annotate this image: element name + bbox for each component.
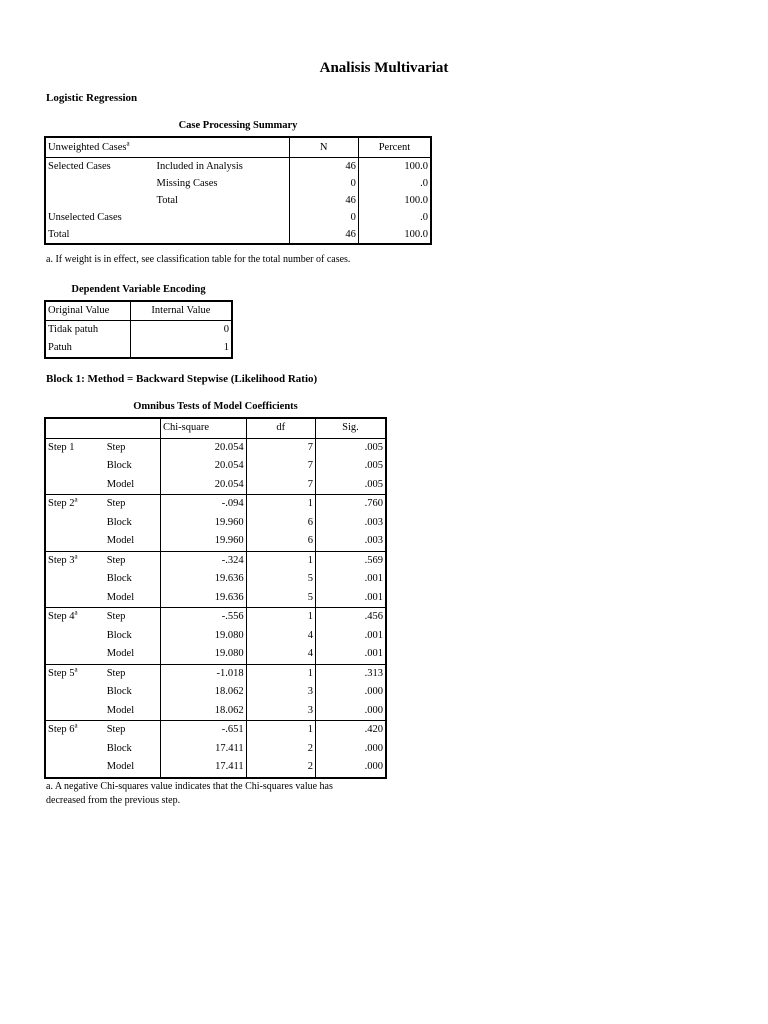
row-sub-label: Total (156, 195, 178, 206)
cell-test-type: Block (106, 686, 132, 697)
cell-sig: .005 (315, 457, 386, 476)
step-label (45, 721, 105, 740)
cell-sig: .760 (315, 495, 386, 514)
cell-test-type: Step (105, 438, 161, 457)
omnibus-caption: Omnibus Tests of Model Coefficients (133, 401, 298, 412)
table-row (45, 551, 386, 570)
table-row (45, 457, 386, 476)
cell-n: 0 (289, 209, 358, 226)
cell-sig: .569 (315, 551, 386, 570)
header-percent: Percent (358, 137, 431, 158)
table-header-row (45, 418, 386, 438)
table-row (45, 438, 386, 457)
row-label: Total (48, 229, 70, 240)
cell-df: 2 (246, 758, 315, 778)
cell-df: 6 (246, 514, 315, 533)
cell-internal-value: 0 (130, 321, 232, 340)
cell-n: 46 (289, 158, 358, 176)
cell-test-type: Model (106, 648, 135, 659)
encoding-table (44, 300, 233, 359)
cell-sig: .001 (315, 627, 386, 646)
row-sub-label: Missing Cases (156, 178, 218, 189)
cell-percent: 100.0 (358, 226, 431, 244)
cell-sig: .001 (315, 589, 386, 608)
cell-test-type: Model (106, 761, 135, 772)
cell-chi-square: 17.411 (160, 758, 246, 778)
table-row (45, 683, 386, 702)
block-heading: Block 1: Method = Backward Stepwise (Likelihood Ratio) (46, 373, 318, 385)
step-label (45, 664, 105, 683)
header-sig: Sig. (315, 418, 386, 438)
cell-df: 1 (246, 664, 315, 683)
cell-df: 1 (246, 495, 315, 514)
step-label-text: Step 6 (48, 724, 75, 735)
cell-df: 3 (246, 702, 315, 721)
cell-sig: .000 (315, 740, 386, 759)
table-row (45, 226, 431, 244)
cell-test-type: Step (105, 721, 161, 740)
cell-test-type: Step (105, 551, 161, 570)
cell-sig: .005 (315, 438, 386, 457)
cell-percent: 100.0 (358, 192, 431, 209)
header-original-value: Original Value (45, 301, 130, 321)
case-processing-caption: Case Processing Summary (178, 120, 298, 131)
step-label (45, 570, 105, 589)
cell-df: 3 (246, 683, 315, 702)
cell-sig: .000 (315, 758, 386, 778)
step-label (45, 683, 105, 702)
row-group-label (45, 175, 155, 192)
omnibus-footnote-line: a. A negative Chi-squares value indicates that the Chi-squares value has (46, 781, 333, 792)
step-label (45, 551, 105, 570)
step-label (45, 438, 105, 457)
cell-chi-square: 19.636 (160, 589, 246, 608)
footnote-marker: a (74, 721, 78, 730)
header-df: df (246, 418, 315, 438)
cell-chi-square: 19.960 (160, 514, 246, 533)
table-row (45, 532, 386, 551)
cell-test-type: Block (106, 742, 132, 754)
cell-df: 1 (246, 608, 315, 627)
cell-n: 46 (289, 192, 358, 209)
cell-sig: .005 (315, 476, 386, 495)
header-empty (45, 418, 160, 438)
cell-chi-square: -1.018 (160, 664, 246, 683)
section-title: Logistic Regression (46, 92, 138, 104)
footnote-marker: a (74, 495, 78, 504)
table-row (45, 158, 431, 176)
table-row (45, 758, 386, 778)
cell-test-type: Model (106, 704, 135, 716)
cell-n: 46 (289, 226, 358, 244)
table-row (45, 589, 386, 608)
cell-sig: .456 (315, 608, 386, 627)
cell-test-type: Step (105, 495, 161, 514)
case-processing-table (44, 136, 432, 245)
cell-percent: .0 (358, 175, 431, 192)
cell-df: 7 (246, 438, 315, 457)
cell-test-type: Model (106, 478, 135, 490)
row-group-label (45, 192, 155, 209)
table-row (45, 664, 386, 683)
step-label (45, 514, 105, 533)
table-row (45, 570, 386, 589)
table-row (45, 192, 431, 209)
step-label-text: Step 4 (48, 611, 75, 622)
row-group-label: Selected Cases (48, 161, 111, 172)
cell-chi-square: 20.054 (160, 457, 246, 476)
cell-n: 0 (289, 175, 358, 192)
cell-chi-square: -.651 (160, 721, 246, 740)
table-row (45, 514, 386, 533)
step-label (45, 476, 105, 495)
table-row (45, 608, 386, 627)
omnibus-footnote (46, 780, 333, 808)
cell-chi-square: 19.080 (160, 645, 246, 664)
step-label (45, 702, 105, 721)
step-label-text: Step 1 (48, 441, 75, 453)
cell-chi-square: -.094 (160, 495, 246, 514)
cell-df: 4 (246, 627, 315, 646)
document-title: Analisis Multivariat (319, 60, 449, 76)
cell-percent: .0 (358, 209, 431, 226)
cell-test-type: Block (106, 460, 132, 471)
cell-sig: .001 (315, 570, 386, 589)
cell-test-type: Step (105, 664, 161, 683)
cell-df: 1 (246, 551, 315, 570)
step-label (45, 532, 105, 551)
cell-sig: .313 (315, 664, 386, 683)
footnote-marker: a (74, 552, 78, 560)
cell-df: 4 (246, 645, 315, 664)
table-row (45, 175, 431, 192)
table-header-row (45, 301, 232, 321)
cell-df: 7 (246, 476, 315, 495)
cell-chi-square: 19.960 (160, 532, 246, 551)
omnibus-footnote-line: decreased from the previous step. (46, 795, 181, 806)
table-row (45, 476, 386, 495)
step-label (45, 608, 105, 627)
cell-sig: .000 (315, 702, 386, 721)
step-label-text: Step 5 (48, 667, 75, 679)
cell-chi-square: 17.411 (160, 740, 246, 759)
step-label (45, 495, 105, 514)
step-label (45, 457, 105, 476)
table-row (45, 209, 431, 226)
cell-original-value: Patuh (48, 342, 72, 353)
header-n: N (289, 137, 358, 158)
step-label (45, 589, 105, 608)
cell-chi-square: -.556 (160, 608, 246, 627)
cell-sig: .420 (315, 721, 386, 740)
row-label: Unselected Cases (48, 212, 122, 223)
cell-chi-square: 20.054 (160, 476, 246, 495)
table-row (45, 702, 386, 721)
table-row (45, 645, 386, 664)
table-row (45, 339, 232, 358)
cell-original-value: Tidak patuh (48, 324, 99, 335)
cell-sig: .003 (315, 514, 386, 533)
table-row (45, 495, 386, 514)
step-label (45, 758, 105, 778)
cell-test-type: Model (106, 535, 135, 546)
cell-sig: .001 (315, 645, 386, 664)
cell-sig: .003 (315, 532, 386, 551)
cell-chi-square: 18.062 (160, 702, 246, 721)
cell-df: 2 (246, 740, 315, 759)
table-row (45, 627, 386, 646)
step-label (45, 645, 105, 664)
row-sub-label: Included in Analysis (156, 161, 243, 172)
table-row (45, 740, 386, 759)
cell-test-type: Model (106, 591, 135, 603)
step-label (45, 740, 105, 759)
cell-chi-square: 20.054 (160, 438, 246, 457)
cell-chi-square: -.324 (160, 551, 246, 570)
footnote-marker: a (74, 608, 78, 617)
omnibus-table (44, 417, 387, 779)
cell-percent: 100.0 (358, 158, 431, 176)
cell-test-type: Block (106, 629, 132, 641)
header-unweighted-cases: Unweighted Cases$^a$ (45, 137, 289, 158)
cell-test-type: Step (105, 608, 161, 627)
header-internal-value: Internal Value (130, 301, 232, 321)
step-label-text: Step 2 (48, 498, 75, 509)
cell-chi-square: 19.636 (160, 570, 246, 589)
cell-test-type: Block (106, 573, 132, 584)
case-processing-footnote: a. If weight is in effect, see classification table for the total number of cases. (46, 254, 351, 265)
header-chi-square: Chi-square (160, 418, 246, 438)
cell-df: 7 (246, 457, 315, 476)
step-label-text: Step 3 (48, 554, 75, 566)
footnote-marker: a (74, 665, 78, 673)
cell-df: 1 (246, 721, 315, 740)
encoding-caption: Dependent Variable Encoding (71, 284, 206, 295)
cell-df: 5 (246, 570, 315, 589)
table-row (45, 721, 386, 740)
cell-sig: .000 (315, 683, 386, 702)
cell-test-type: Block (106, 516, 132, 528)
cell-df: 6 (246, 532, 315, 551)
cell-chi-square: 18.062 (160, 683, 246, 702)
table-header-row (45, 137, 431, 158)
table-row (45, 321, 232, 340)
cell-internal-value: 1 (130, 339, 232, 358)
cell-df: 5 (246, 589, 315, 608)
step-label (45, 627, 105, 646)
cell-chi-square: 19.080 (160, 627, 246, 646)
